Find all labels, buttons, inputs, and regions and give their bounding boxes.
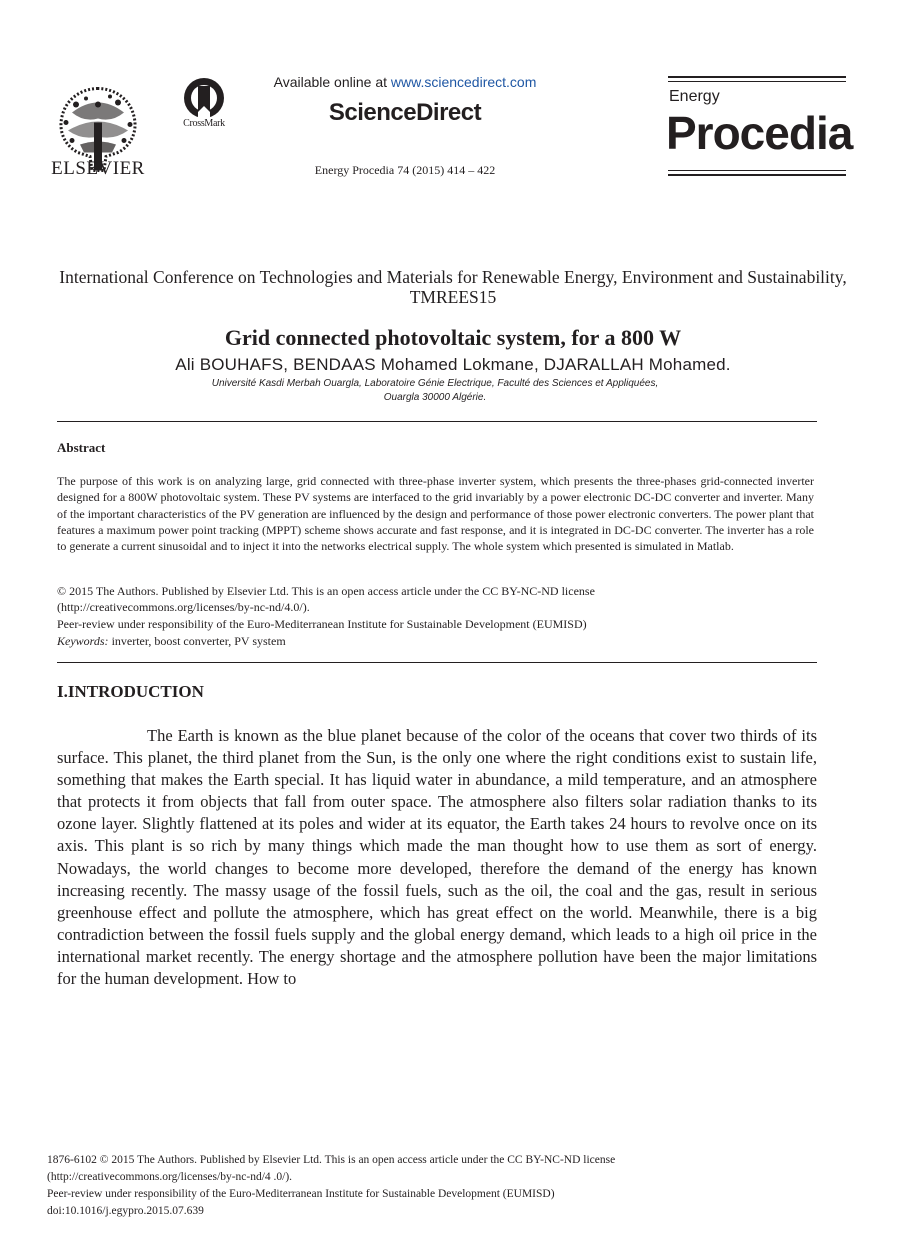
crossmark-label: CrossMark xyxy=(183,118,225,129)
keywords-line xyxy=(57,633,817,649)
divider xyxy=(57,662,817,663)
publisher-name: ELSEVIER xyxy=(51,158,145,179)
abstract-heading: Abstract xyxy=(57,440,106,455)
author-list: Ali BOUHAFS, BENDAAS Mohamed Lokmane, DJARALLAH Mohamed. xyxy=(175,355,731,374)
availability-line xyxy=(240,74,570,90)
section-heading: I.INTRODUCTION xyxy=(57,682,204,701)
divider xyxy=(57,421,817,422)
journal-name-line2: Procedia xyxy=(666,107,853,159)
paper-title: Grid connected photovoltaic system, for a 800 W xyxy=(224,325,682,350)
keywords-label: Keywords: xyxy=(57,634,109,648)
affiliation xyxy=(90,377,780,405)
journal-citation: Energy Procedia 74 (2015) 414 – 422 xyxy=(314,163,496,177)
sciencedirect-brand: ScienceDirect xyxy=(328,99,482,126)
footer-doi[interactable]: doi:10.1016/j.egypro.2015.07.639 xyxy=(47,1205,204,1217)
footer-license-link[interactable]: (http://creativecommons.org/licenses/by-nc-nd/4 .0/). xyxy=(47,1171,293,1183)
journal-name-line1: Energy xyxy=(669,88,720,105)
peer-review-note: Peer-review under responsibility of the Euro-Mediterranean Institute for Sustainable Development (EUMISD) xyxy=(57,617,587,631)
keywords-list: inverter, boost converter, PV system xyxy=(108,634,286,648)
affiliation-line: Ouargla 30000 Algérie. xyxy=(383,392,487,403)
conference-name: International Conference on Technologies and Materials for Renewable Energy, Environment and Sustainability, TMREES15 xyxy=(59,267,847,307)
journal-rule xyxy=(668,170,846,171)
footer-copyright: 1876-6102 © 2015 The Authors. Published by Elsevier Ltd. This is an open access article under the CC BY-NC-ND license xyxy=(47,1154,616,1166)
footer-peer-review: Peer-review under responsibility of the Euro-Mediterranean Institute for Sustainable Development (EUMISD) xyxy=(47,1188,555,1200)
available-prefix: Available online at xyxy=(273,74,391,90)
journal-rule xyxy=(668,174,846,176)
journal-rule xyxy=(668,81,846,82)
sciencedirect-link[interactable]: www.sciencedirect.com xyxy=(390,74,537,90)
abstract-text: The purpose of this work is on analyzing large, grid connected with three-phase inverter system, which presents the three-phases grid-connected inverter designed for a 800W photovoltaic system. These PV systems are interfaced to the grid invariably by a power electronic DC-DC converter and inverter. Many of the important characteristics of the PV generation are influenced by the design and performance of those power electronic converters. The power plant that features a maximum power point tracking (MPPT) scheme shows accurate and fast response, and it is integrated in DC-DC converter. The inverter has a role to generate a current sinusoidal and to inject it into the networks electrical supply. The whole system which presented is simulated in Matlab. xyxy=(57,474,814,554)
license-link[interactable]: (http://creativecommons.org/licenses/by-nc-nd/4.0/). xyxy=(57,600,310,614)
affiliation-line: Université Kasdi Merbah Ouargla, Laboratoire Génie Electrique, Faculté des Sciences et Appliquées, xyxy=(211,378,659,389)
footer xyxy=(47,1152,847,1220)
journal-rule xyxy=(668,76,846,78)
copyright-line: © 2015 The Authors. Published by Elsevier Ltd. This is an open access article under the CC BY-NC-ND license xyxy=(57,584,595,598)
introduction-text: The Earth is known as the blue planet because of the color of the oceans that cover two thirds of its surface. This planet, the third planet from the Sun, is the only one where the right conditions exist to sustain life, something that makes the Earth special. It has liquid water in abundance, a mild temperature, and an atmosphere that protects it from objects that fall from outer space. The atmosphere also filters solar radiation thanks to its ozone layer. Slightly flattened at its poles and wider at its equator, the Earth takes 24 hours to revolve once on its axis. This plant is so rich by many things which made the man thought how to use them as sort of energy. Nowadays, the world changes to become more developed, therefore the demand of the energy has known increasing recently. The massy usage of the fossil fuels, such as the oil, the coal and the gas, result in serious greenhouse effect and pollute the atmosphere, which has great effect on the world. Meanwhile, there is a big contradiction between the fossil fuels supply and the global energy demand, which leads to a high oil price in the international market recently. The energy shortage and the atmosphere pollution have been the major limitations for the human development. How to xyxy=(57,726,817,989)
